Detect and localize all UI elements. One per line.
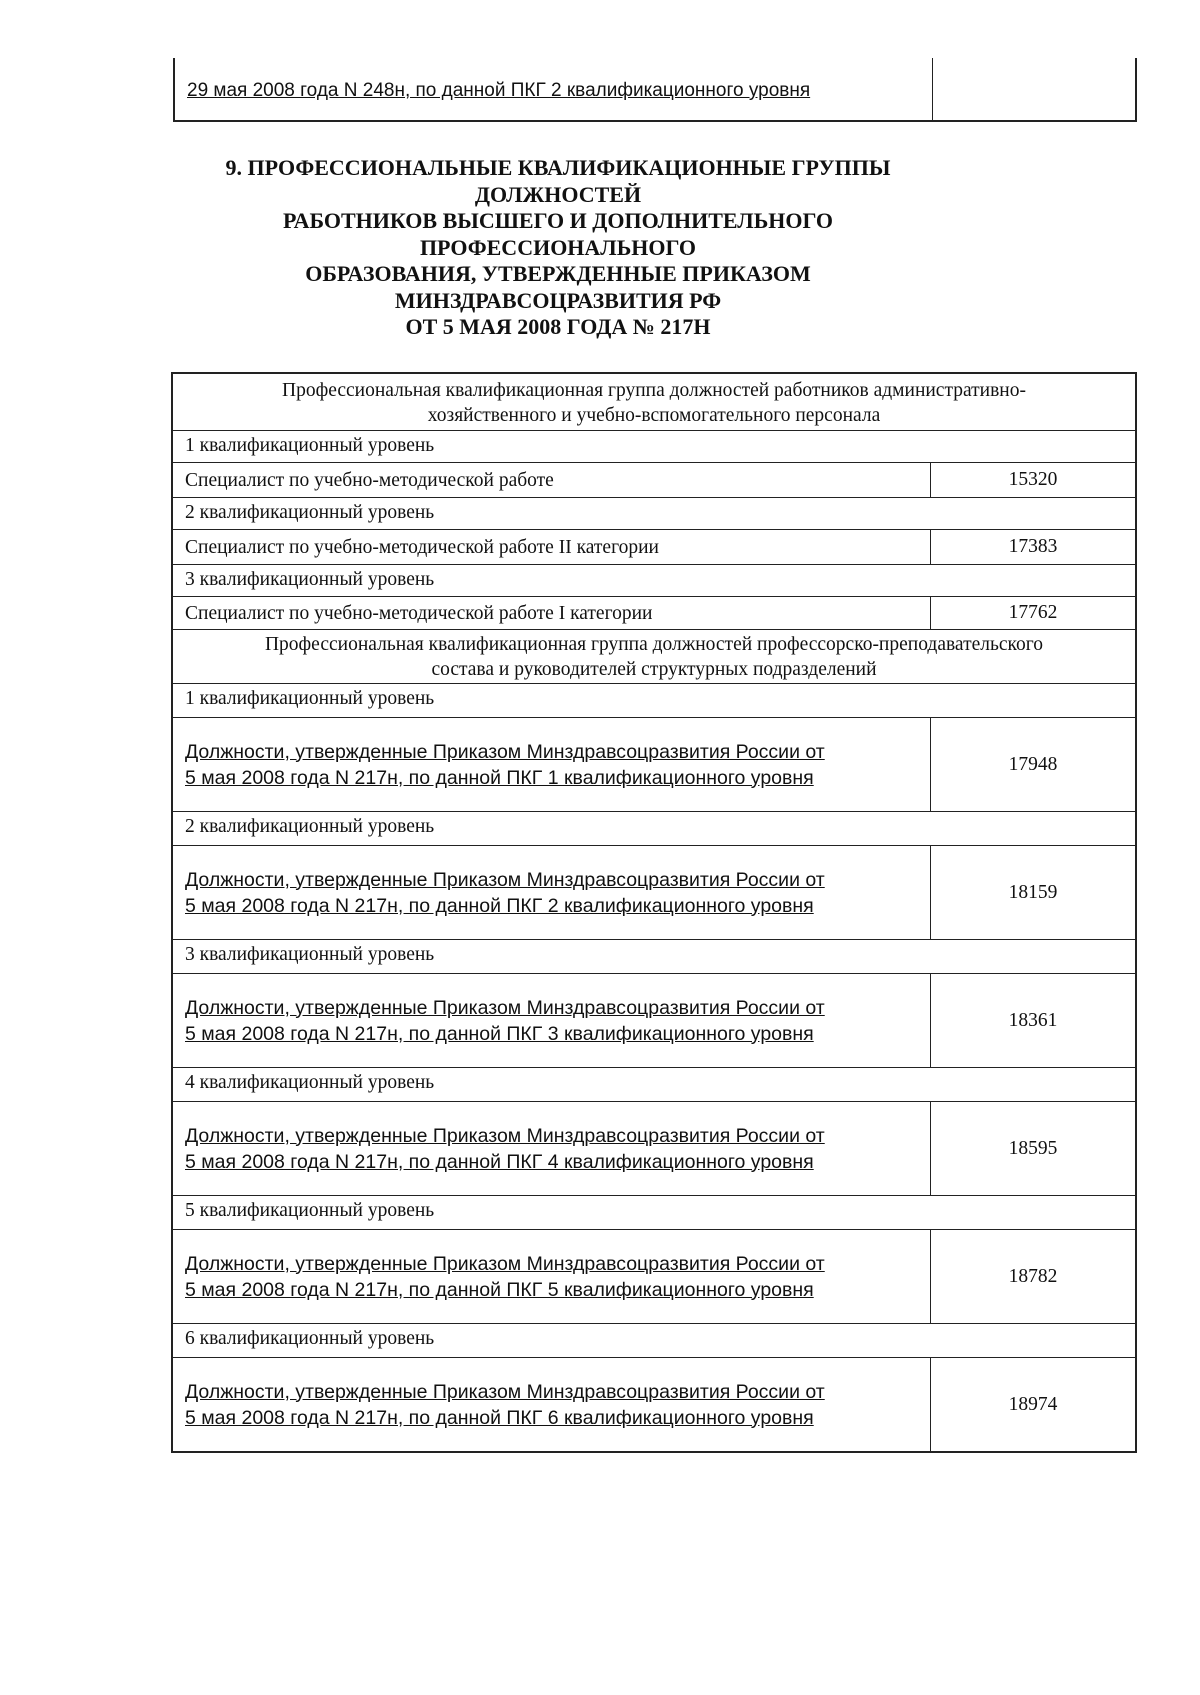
group-title-line: хозяйственного и учебно-вспомогательного персонала (427, 405, 881, 426)
salary-value: 17948 (930, 718, 1135, 811)
level-row (173, 564, 1135, 596)
pkg-reference-link[interactable] (185, 974, 825, 1067)
heading-line-5: ОБРАЗОВАНИЯ, УТВЕРЖДЕННЫЕ ПРИКАЗОМ (305, 261, 811, 286)
group-title-line: состава и руководителей структурных подразделений (431, 659, 877, 680)
salary-value: 18974 (930, 1358, 1135, 1451)
pkg-reference-link[interactable] (185, 1102, 825, 1195)
salary-value: 18595 (930, 1102, 1135, 1195)
level-row (173, 1067, 1135, 1101)
pkg-reference-link[interactable] (185, 718, 825, 811)
level-row (173, 497, 1135, 529)
link-line[interactable]: Должности, утвержденные Приказом Минздравсоцразвития России от (185, 868, 825, 891)
table-row (173, 1101, 1135, 1195)
salary-value: 18782 (930, 1230, 1135, 1323)
table-row (173, 717, 1135, 811)
position-name: Специалист по учебно-методической работе I категории (185, 603, 653, 624)
pkg-reference-link[interactable] (185, 1230, 825, 1323)
group-title-line: Профессиональная квалификационная группа должностей профессорско-преподавательского (264, 634, 1044, 655)
position-name: Специалист по учебно-методической работе (185, 470, 554, 491)
group-title (173, 630, 1135, 682)
table-row (173, 973, 1135, 1067)
level-row (173, 1323, 1135, 1357)
level-label: 1 квалификационный уровень (185, 688, 435, 709)
link-line[interactable]: 5 мая 2008 года N 217н, по данной ПКГ 4 квалификационного уровня (185, 1150, 814, 1173)
table-row (173, 1229, 1135, 1323)
salary-value: 18361 (930, 974, 1135, 1067)
level-label: 3 квалификационный уровень (185, 569, 435, 590)
level-row (173, 1195, 1135, 1229)
table-row (173, 462, 1135, 497)
column-divider (932, 58, 933, 120)
salary-value: 18159 (930, 846, 1135, 939)
level-label: 2 квалификационный уровень (185, 502, 435, 523)
link-line[interactable]: Должности, утвержденные Приказом Минздравсоцразвития России от (185, 996, 825, 1019)
previous-table-fragment (173, 58, 1137, 122)
level-row (173, 430, 1135, 462)
level-label: 1 квалификационный уровень (185, 435, 435, 456)
link-line[interactable]: 5 мая 2008 года N 217н, по данной ПКГ 1 квалификационного уровня (185, 766, 814, 789)
level-label: 3 квалификационный уровень (185, 944, 435, 965)
position-name: Специалист по учебно-методической работе II категории (185, 537, 659, 558)
level-label: 2 квалификационный уровень (185, 816, 435, 837)
heading-line-2: ДОЛЖНОСТЕЙ (474, 181, 642, 207)
link-line[interactable]: 5 мая 2008 года N 217н, по данной ПКГ 6 квалификационного уровня (185, 1406, 814, 1429)
table-row (173, 1357, 1135, 1451)
link-line[interactable]: 5 мая 2008 года N 217н, по данной ПКГ 3 квалификационного уровня (185, 1022, 814, 1045)
level-row (173, 811, 1135, 845)
level-row (173, 683, 1135, 717)
link-line[interactable]: Должности, утвержденные Приказом Минздравсоцразвития России от (185, 1380, 825, 1403)
link-line[interactable]: 5 мая 2008 года N 217н, по данной ПКГ 2 квалификационного уровня (185, 894, 814, 917)
link-line[interactable]: Должности, утвержденные Приказом Минздравсоцразвития России от (185, 740, 825, 763)
level-label: 4 квалификационный уровень (185, 1072, 435, 1093)
heading-line-1: 9. ПРОФЕССИОНАЛЬНЫЕ КВАЛИФИКАЦИОННЫЕ ГРУППЫ (225, 155, 891, 180)
group-title-line: Профессиональная квалификационная группа должностей работников административно- (282, 380, 1026, 401)
heading-line-6: МИНЗДРАВСОЦРАЗВИТИЯ РФ (394, 287, 722, 313)
group-title-row (173, 374, 1135, 430)
table-row (173, 845, 1135, 939)
salary-value: 15320 (930, 463, 1135, 497)
level-label: 5 квалификационный уровень (185, 1200, 435, 1221)
pkg-reference-link[interactable] (185, 1358, 825, 1451)
group-title-row (173, 629, 1135, 683)
heading-line-3: РАБОТНИКОВ ВЫСШЕГО И ДОПОЛНИТЕЛЬНОГО (282, 208, 834, 233)
salary-table (171, 372, 1137, 1453)
pkg-reference-link-248n[interactable]: 29 мая 2008 года N 248н, по данной ПКГ 2 квалификационного уровня (187, 80, 811, 101)
salary-value: 17762 (930, 597, 1135, 629)
salary-value: 17383 (930, 530, 1135, 564)
link-line[interactable]: Должности, утвержденные Приказом Минздравсоцразвития России от (185, 1252, 825, 1275)
level-row (173, 939, 1135, 973)
table-row (173, 529, 1135, 564)
link-line[interactable]: 5 мая 2008 года N 217н, по данной ПКГ 5 квалификационного уровня (185, 1278, 814, 1301)
section-heading (173, 155, 943, 341)
level-label: 6 квалификационный уровень (185, 1328, 435, 1349)
link-line[interactable]: Должности, утвержденные Приказом Минздравсоцразвития России от (185, 1124, 825, 1147)
group-title (173, 374, 1135, 428)
table-row (173, 596, 1135, 629)
heading-line-7: ОТ 5 МАЯ 2008 ГОДА № 217Н (405, 314, 711, 339)
pkg-reference-link[interactable] (185, 846, 825, 939)
heading-line-4: ПРОФЕССИОНАЛЬНОГО (419, 234, 697, 260)
